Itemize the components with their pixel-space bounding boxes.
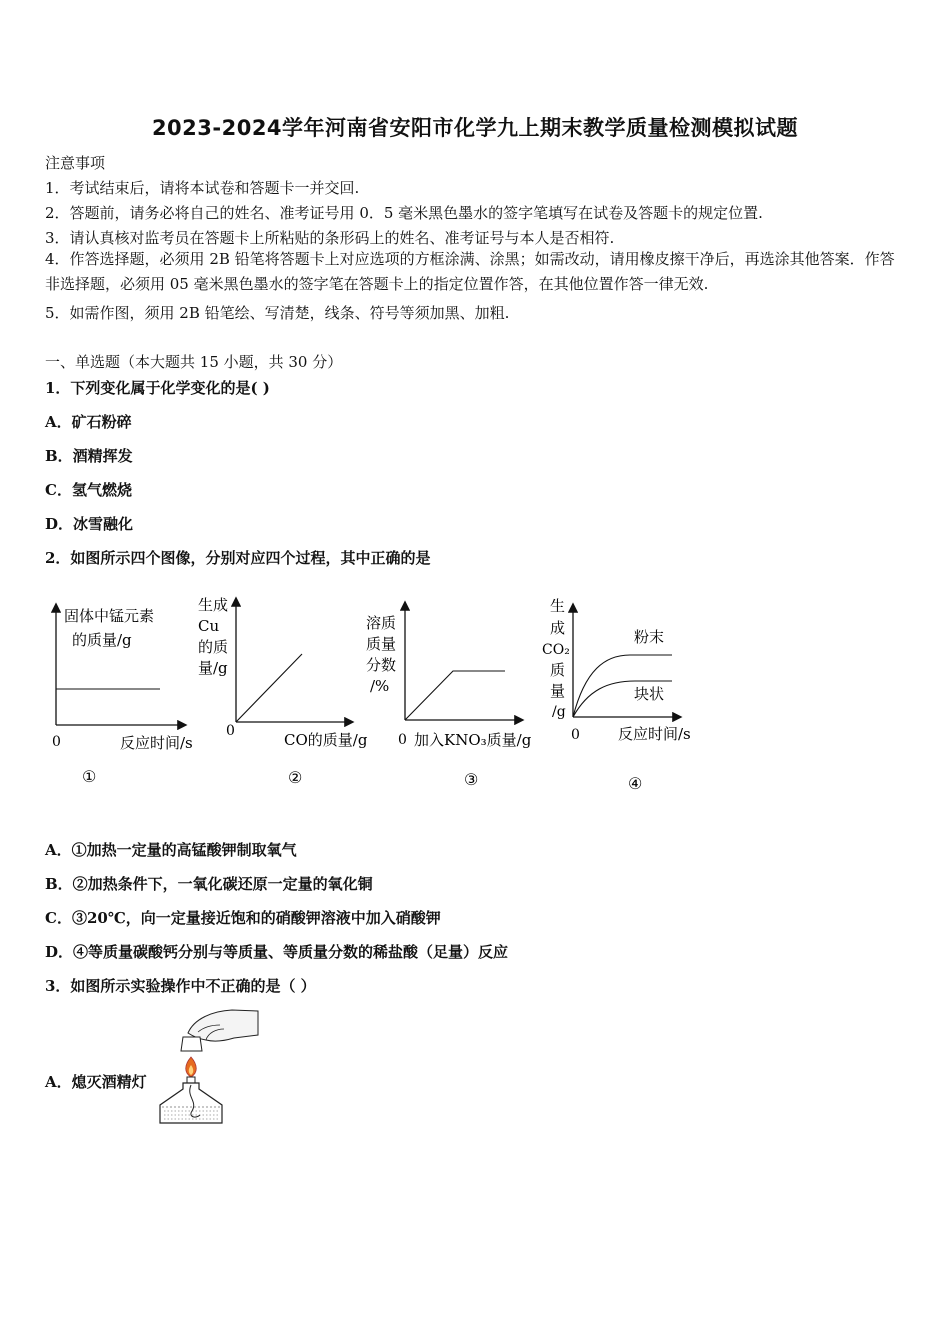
graph-4-ylabel: /g: [552, 704, 566, 720]
q2-option-d: D．④等质量碳酸钙分别与等质量、等质量分数的稀盐酸（足量）反应: [45, 943, 509, 961]
graph-2-ylabel: Cu: [198, 617, 220, 635]
graph-1: [52, 605, 193, 786]
graph-3-ylabel: 分数: [366, 656, 397, 674]
graph-3-xlabel: 加入KNO₃质量/g: [414, 731, 532, 749]
q2-option-b: B．②加热条件下，一氧化碳还原一定量的氧化铜: [45, 875, 373, 893]
notice-item: 1．考试结束后，请将本试卷和答题卡一并交回.: [45, 179, 360, 197]
q1-option-a: A．矿石粉碎: [45, 413, 132, 431]
graph-2-ylabel: 生成: [198, 596, 229, 614]
graph-4-ylabel: 质: [550, 661, 566, 679]
notice-item: 4．作答选择题，必须用 2B 铅笔将答题卡上对应选项的方框涂满、涂黑；如需改动，请用橡皮擦干净后，再选涂其他答案．作答非选择题，必须用 05 毫米黑色墨水的签字笔在答题卡上的指定位置作答，在其他位置作答一律无效.: [45, 250, 895, 293]
graph-3-origin: 0: [398, 732, 407, 748]
graph-3-ylabel: 质量: [366, 635, 397, 653]
graph-3-marker: ③: [464, 770, 479, 789]
graph-2-marker: ②: [288, 768, 303, 787]
graph-2: [198, 596, 368, 787]
graph-1-ylabel: 的质量/g: [72, 631, 132, 649]
section-heading: 一、单选题（本大题共 15 小题，共 30 分）: [45, 353, 343, 371]
q1-option-b: B．酒精挥发: [45, 447, 133, 465]
graph-1-marker: ①: [82, 767, 97, 786]
q2-option-c: C．③20℃，向一定量接近饱和的硝酸钾溶液中加入硝酸钾: [45, 909, 441, 927]
q3-option-a: A．熄灭酒精灯: [45, 1073, 147, 1091]
graph-4-ylabel: 成: [550, 619, 566, 637]
graph-4-origin: 0: [571, 727, 580, 743]
graph-4: [542, 597, 691, 793]
page-title: 2023-2024学年河南省安阳市化学九上期末教学质量检测模拟试题: [151, 116, 799, 140]
question-2-stem: 2．如图所示四个图像，分别对应四个过程，其中正确的是: [45, 549, 431, 567]
q1-option-c: C．氢气燃烧: [45, 481, 132, 499]
q2-option-a: A．①加热一定量的高锰酸钾制取氧气: [45, 841, 297, 859]
alcohol-lamp-illustration: [150, 1005, 262, 1130]
graph-1-origin: 0: [52, 734, 61, 750]
notice-item: 5．如需作图，须用 2B 铅笔绘、写清楚，线条、符号等须加黑、加粗.: [45, 304, 510, 322]
graph-2-xlabel: CO的质量/g: [284, 731, 368, 749]
graph-4-ylabel: 量: [550, 682, 566, 700]
graph-4-label-powder: 粉末: [634, 628, 665, 646]
q2-graphs-figure: [40, 585, 720, 800]
q1-option-d: D．冰雪融化: [45, 515, 134, 533]
graph-3: [366, 603, 532, 789]
graph-4-label-block: 块状: [634, 685, 665, 703]
graph-2-ylabel: 量/g: [198, 659, 228, 677]
notice-item: 3．请认真核对监考员在答题卡上所粘贴的条形码上的姓名、准考证号与本人是否相符.: [45, 229, 615, 247]
graph-3-ylabel: /%: [370, 677, 390, 695]
graph-4-xlabel: 反应时间/s: [618, 725, 691, 743]
graph-3-ylabel: 溶质: [366, 614, 397, 632]
graph-4-marker: ④: [628, 774, 643, 793]
graph-2-line: [236, 654, 302, 722]
notice-heading: 注意事项: [45, 154, 106, 172]
graph-4-ylabel: 生: [550, 597, 566, 615]
question-1-stem: 1．下列变化属于化学变化的是( ): [45, 379, 270, 397]
notice-item: 2．答题前，请务必将自己的姓名、准考证号用 0．5 毫米黑色墨水的签字笔填写在试卷及答题卡的规定位置.: [45, 204, 763, 222]
graph-2-ylabel: 的质: [198, 638, 229, 656]
graph-2-origin: 0: [226, 723, 235, 739]
question-3-stem: 3．如图所示实验操作中不正确的是（ ）: [45, 977, 316, 995]
graph-1-xlabel: 反应时间/s: [120, 734, 193, 752]
graph-3-line: [405, 671, 505, 720]
graph-4-ylabel: CO₂: [542, 642, 570, 658]
graph-1-ylabel: 固体中锰元素: [64, 607, 155, 625]
